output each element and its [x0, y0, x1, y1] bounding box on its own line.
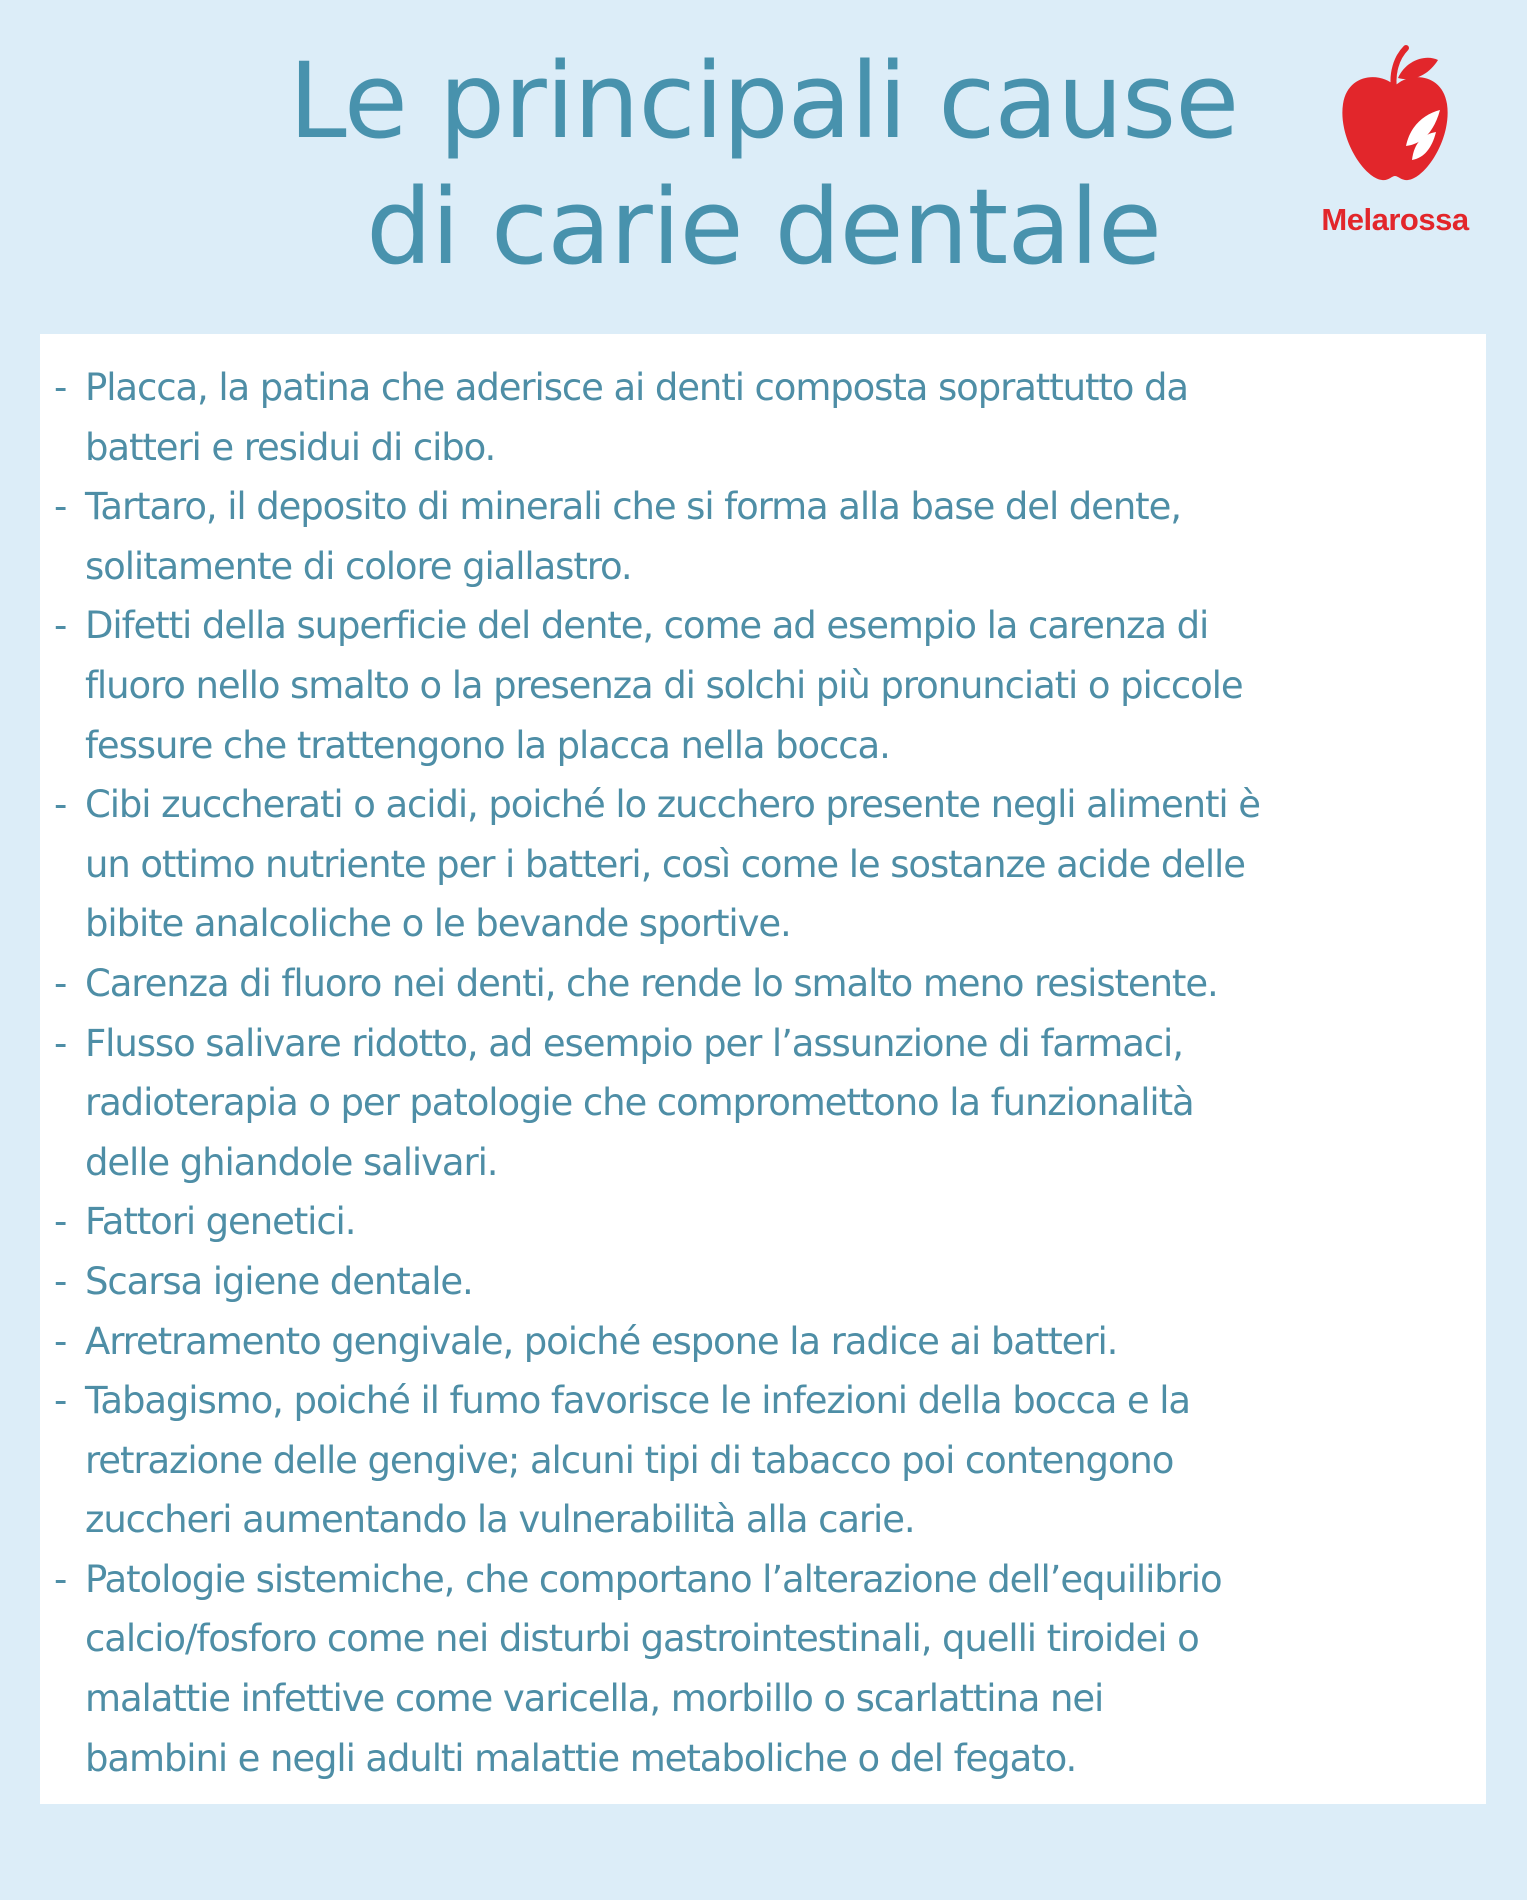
cause-item [54, 1252, 1474, 1312]
cause-text-line: radioterapia o per patologie che compromettono la funzionalità [85, 1081, 1194, 1125]
causes-card [40, 334, 1486, 1804]
bullet-dash: - [54, 1021, 67, 1065]
cause-text-line: Patologie sistemiche, che comportano l’alterazione dell’equilibrio [85, 1557, 1222, 1601]
causes-list [54, 358, 1474, 1788]
bullet-dash: - [54, 1319, 67, 1363]
bullet-dash: - [54, 366, 67, 409]
cause-text-line: batteri e residui di cibo. [85, 425, 496, 469]
bullet-dash: - [54, 1259, 67, 1303]
title-line-1: Le principali cause [288, 40, 1239, 162]
bullet-dash: - [54, 604, 67, 648]
cause-text-line: un ottimo nutriente per i batteri, così come le sostanze acide delle [85, 842, 1245, 886]
cause-text-line: Placca, la patina che aderisce ai denti composta soprattutto da [85, 366, 1188, 409]
cause-text-line: fluoro nello smalto o la presenza di solchi più pronunciati o piccole [85, 663, 1243, 707]
cause-item [54, 358, 1474, 477]
cause-text-line: Tartaro, il deposito di minerali che si forma alla base del dente, [85, 485, 1181, 529]
cause-text-line: bibite analcoliche o le bevande sportive. [85, 902, 791, 946]
bullet-dash: - [54, 1379, 67, 1423]
page-title [0, 38, 1527, 290]
brand-logo [1300, 42, 1490, 242]
cause-text-line: Cibi zuccherati o acidi, poiché lo zucchero presente negli alimenti è [85, 783, 1260, 827]
cause-item [54, 1550, 1474, 1788]
cause-text-line: calcio/fosforo come nei disturbi gastrointestinali, quelli tiroidei o [85, 1617, 1199, 1661]
bullet-dash: - [54, 1200, 67, 1244]
cause-text-line: Arretramento gengivale, poiché espone la radice ai batteri. [85, 1319, 1118, 1363]
bullet-dash: - [54, 485, 67, 529]
cause-item [54, 1014, 1474, 1193]
cause-text-line: Carenza di fluoro nei denti, che rende lo smalto meno resistente. [85, 961, 1218, 1005]
brand-name: Melarossa [1321, 202, 1469, 237]
cause-text-line: fessure che trattengono la placca nella bocca. [85, 723, 890, 767]
cause-text-line: zuccheri aumentando la vulnerabilità alla carie. [85, 1498, 915, 1542]
cause-text-line: Difetti della superficie del dente, come ad esempio la carenza di [85, 604, 1209, 648]
cause-item [54, 596, 1474, 775]
cause-item [54, 1312, 1474, 1372]
cause-text-line: Scarsa igiene dentale. [85, 1259, 473, 1303]
bullet-dash: - [54, 783, 67, 827]
bullet-dash: - [54, 1557, 67, 1601]
bullet-dash: - [54, 961, 67, 1005]
title-line-2: di carie dentale [366, 166, 1161, 288]
cause-text-line: solitamente di colore giallastro. [85, 544, 632, 588]
cause-text-line: Tabagismo, poiché il fumo favorisce le infezioni della bocca e la [85, 1379, 1191, 1423]
cause-text-line: delle ghiandole salivari. [85, 1140, 498, 1184]
cause-text-line: retrazione delle gengive; alcuni tipi di tabacco poi contengono [85, 1438, 1174, 1482]
cause-item [54, 775, 1474, 954]
cause-text-line: Fattori genetici. [85, 1200, 356, 1244]
cause-text-line: bambini e negli adulti malattie metaboliche o del fegato. [85, 1736, 1077, 1780]
cause-text-line: Flusso salivare ridotto, ad esempio per l’assunzione di farmaci, [85, 1021, 1183, 1065]
cause-item [54, 1192, 1474, 1252]
cause-item [54, 477, 1474, 596]
cause-item [54, 1371, 1474, 1550]
cause-item [54, 954, 1474, 1014]
cause-text-line: malattie infettive come varicella, morbillo o scarlattina nei [85, 1677, 1104, 1721]
apple-icon [1336, 42, 1454, 192]
